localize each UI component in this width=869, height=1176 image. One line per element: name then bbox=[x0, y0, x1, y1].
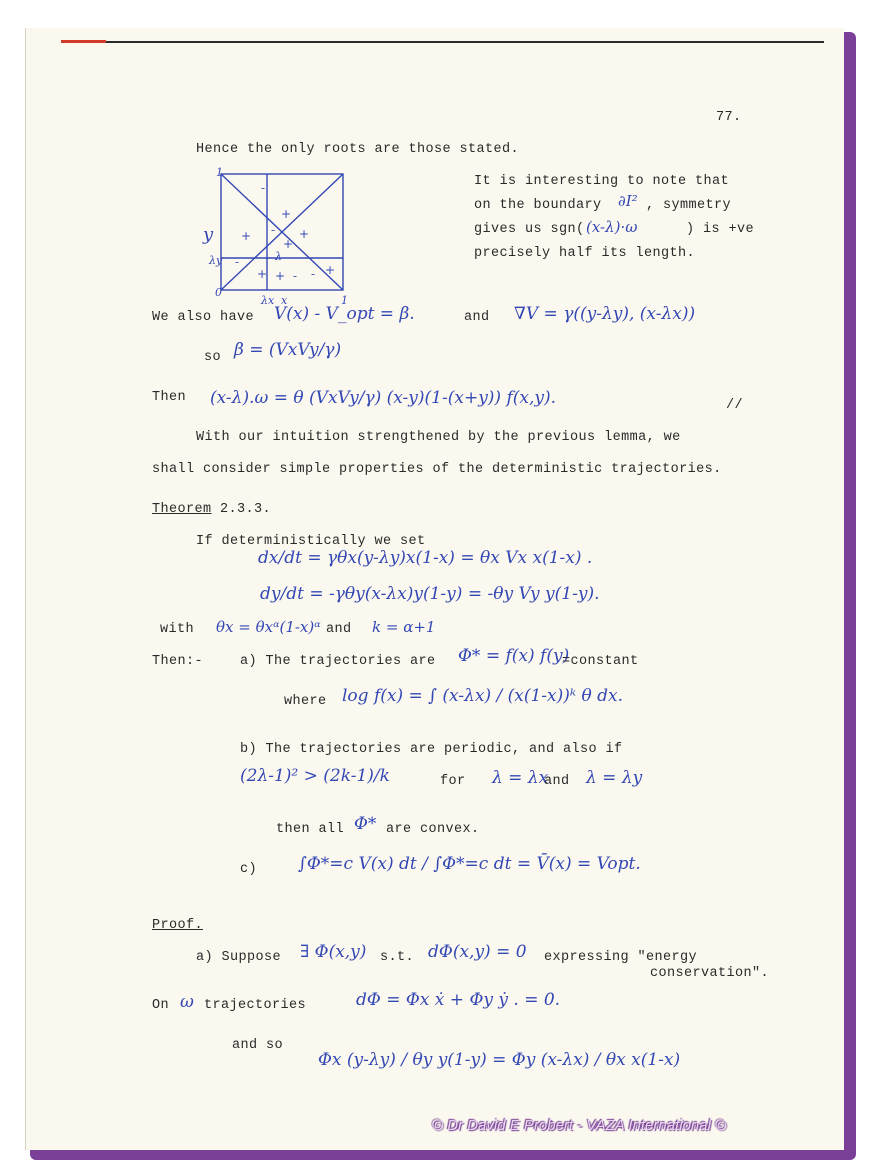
and-so-text: and so bbox=[232, 1038, 284, 1053]
page-number: 77. bbox=[716, 110, 742, 125]
top-black-rule bbox=[106, 41, 824, 43]
end-of-proof-mark: // bbox=[726, 398, 744, 413]
dy-dt-equation: dy/dt = -γθy(x-λx)y(1-y) = -θy Vy y(1-y). bbox=[260, 584, 600, 604]
then-colon-text: Then:- bbox=[152, 654, 204, 669]
omega-symbol: ω bbox=[180, 992, 194, 1012]
final-equation: Φx (y-λy) / θy y(1-y) = Φy (x-λx) / θx x(1-x) bbox=[318, 1050, 681, 1070]
part-b-label: b) The trajectories are periodic, and also if bbox=[240, 742, 623, 757]
proof-word: Proof. bbox=[152, 918, 204, 933]
sign-11: + bbox=[325, 263, 336, 277]
theta-definition: θx = θxᵅ(1-x)ᵅ bbox=[216, 618, 321, 636]
one-y-label: 1 bbox=[216, 166, 223, 179]
axis-y-label: y bbox=[203, 224, 214, 245]
dx-dt-equation: dx/dt = γθx(y-λy)x(1-x) = θx Vx x(1-x) . bbox=[258, 548, 593, 568]
intuition-line-1: With our intuition strengthened by the previous lemma, we bbox=[196, 430, 681, 445]
if-line: If deterministically we set bbox=[196, 534, 426, 549]
sign-0: - bbox=[261, 181, 266, 195]
on-text: On bbox=[152, 998, 170, 1013]
convexity-condition: (2λ-1)² > (2k-1)/k bbox=[240, 766, 390, 786]
and-text-3: and bbox=[544, 774, 570, 789]
one-x-label: 1 bbox=[341, 294, 348, 307]
document-page bbox=[25, 28, 844, 1150]
sign-8: + bbox=[257, 267, 268, 281]
axis-x-label: x bbox=[281, 294, 288, 307]
part-a-label: a) The trajectories are bbox=[240, 654, 436, 669]
time-average-integral: ∫Φ*=c V(x) dt / ∫Φ*=c dt = V̄(x) = Vopt. bbox=[298, 854, 641, 874]
theorem-heading bbox=[152, 502, 271, 517]
conservation-text: conservation". bbox=[650, 966, 770, 981]
sign-5: + bbox=[299, 227, 310, 241]
sign-10: - bbox=[293, 269, 298, 283]
with-text: with bbox=[160, 622, 195, 637]
sign-2: + bbox=[241, 229, 252, 243]
part-c-label: c) bbox=[240, 862, 258, 877]
side-note-line-2b: , symmetry bbox=[646, 198, 732, 213]
for-text: for bbox=[440, 774, 466, 789]
sign-9: + bbox=[275, 269, 286, 283]
phi-definition: Φ* = f(x) f(y) bbox=[458, 646, 570, 666]
sign-4: + bbox=[283, 237, 294, 251]
suppose-text: a) Suppose bbox=[196, 950, 282, 965]
side-note-line-1: It is interesting to note that bbox=[474, 174, 730, 189]
k-definition: k = α+1 bbox=[372, 618, 436, 636]
lambda-y-condition: λ = λy bbox=[586, 768, 643, 788]
side-note-line-3a: gives us sgn( bbox=[474, 222, 585, 237]
lambda-x-label: λx bbox=[261, 294, 275, 307]
sgn-argument: (x-λ)·ω bbox=[586, 218, 638, 236]
log-f-equation: log f(x) = ∫ (x-λx) / (x(1-x))ᵏ θ dx. bbox=[342, 686, 623, 706]
and-text-2: and bbox=[326, 622, 352, 637]
dphi-zero: dΦ(x,y) = 0 bbox=[428, 942, 527, 962]
theorem-number: 2.3.3. bbox=[220, 502, 272, 517]
side-note-line-4: precisely half its length. bbox=[474, 246, 696, 261]
origin-label: 0 bbox=[215, 286, 222, 299]
lambda-y-label: λy bbox=[209, 254, 223, 267]
sign-1: + bbox=[281, 207, 292, 221]
top-red-rule bbox=[61, 40, 106, 43]
trajectories-text: trajectories bbox=[204, 998, 307, 1013]
v-difference-expression: V(x) - V_opt = β. bbox=[274, 304, 415, 324]
constant-text: =constant bbox=[562, 654, 639, 669]
then-all-text: then all bbox=[276, 822, 345, 837]
then-expression: (x-λ).ω = θ (VxVy/γ) (x-y)(1-(x+y)) f(x,y). bbox=[210, 388, 557, 408]
where-text: where bbox=[284, 694, 327, 709]
sign-7: - bbox=[311, 267, 316, 281]
phi-star-symbol: Φ* bbox=[354, 814, 377, 834]
side-note-line-3b: ) is +ve bbox=[686, 222, 755, 237]
expressing-text: expressing "energy bbox=[544, 950, 698, 965]
lambda-x-condition: λ = λx bbox=[492, 768, 549, 788]
intuition-line-2: shall consider simple properties of the deterministic trajectories. bbox=[152, 462, 722, 477]
sign-diagram bbox=[201, 168, 401, 308]
beta-definition: β = (VxVy/γ) bbox=[234, 340, 342, 360]
so-text: so bbox=[204, 350, 222, 365]
also-have-text: We also have bbox=[152, 310, 255, 325]
copyright-watermark: © Dr David E Probert - VAZA International © bbox=[432, 1117, 727, 1134]
proof-heading bbox=[152, 918, 203, 933]
boundary-symbol: ∂I² bbox=[618, 192, 638, 210]
sign-6: - bbox=[235, 255, 240, 269]
lambda-center-label: λ bbox=[275, 250, 282, 263]
theorem-word: Theorem bbox=[152, 502, 212, 517]
grad-v-expression: ∇V = γ((y-λy), (x-λx)) bbox=[514, 304, 696, 324]
and-text: and bbox=[464, 310, 490, 325]
st-text: s.t. bbox=[380, 950, 415, 965]
are-convex-text: are convex. bbox=[386, 822, 480, 837]
exists-phi: ∃ Φ(x,y) bbox=[300, 942, 367, 962]
dphi-expansion: dΦ = Φx ẋ + Φy ẏ . = 0. bbox=[356, 990, 561, 1010]
side-note-line-2a: on the boundary bbox=[474, 198, 602, 213]
sign-3: - bbox=[271, 223, 276, 237]
roots-statement: Hence the only roots are those stated. bbox=[196, 142, 520, 157]
then-text: Then bbox=[152, 390, 187, 405]
